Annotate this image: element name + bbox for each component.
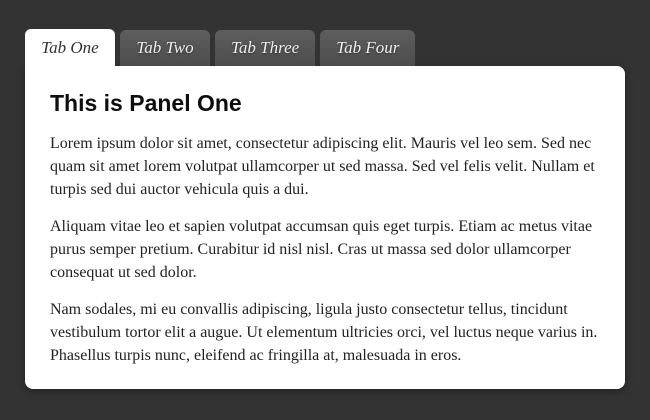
tab-two[interactable]: Tab Two (120, 30, 210, 66)
tabs-widget (25, 29, 625, 389)
tab-four[interactable]: Tab Four (320, 30, 415, 66)
panel-paragraph-1: Lorem ipsum dolor sit amet, consectetur adipiscing elit. Mauris vel leo sem. Sed nec quam sit amet lorem volutpat ullamcorper ut sed massa. Sed vel felis velit. Nullam et turpis sed dui auctor vehicula quis a dui. (50, 135, 595, 199)
panel-one (25, 66, 625, 389)
tab-three[interactable]: Tab Three (215, 30, 315, 66)
tab-bar (25, 29, 625, 66)
panel-paragraph-2: Aliquam vitae leo et sapien volutpat accumsan quis eget turpis. Etiam ac metus vitae purus semper pretium. Curabitur id nisl nisl. Cras ut massa sed dolor ullamcorper consequat ut sed dolor. (50, 218, 593, 282)
tab-one[interactable]: Tab One (25, 29, 115, 66)
panel-paragraph-3: Nam sodales, mi eu convallis adipiscing, ligula justo consectetur tellus, tincidunt vestibulum tortor elit a augue. Ut elementum ultricies orci, vel luctus neque varius in. Phasellus turpis nunc, eleifend ac fringilla at, malesuada in eros. (50, 301, 598, 365)
panel-title: This is Panel One (50, 90, 242, 116)
